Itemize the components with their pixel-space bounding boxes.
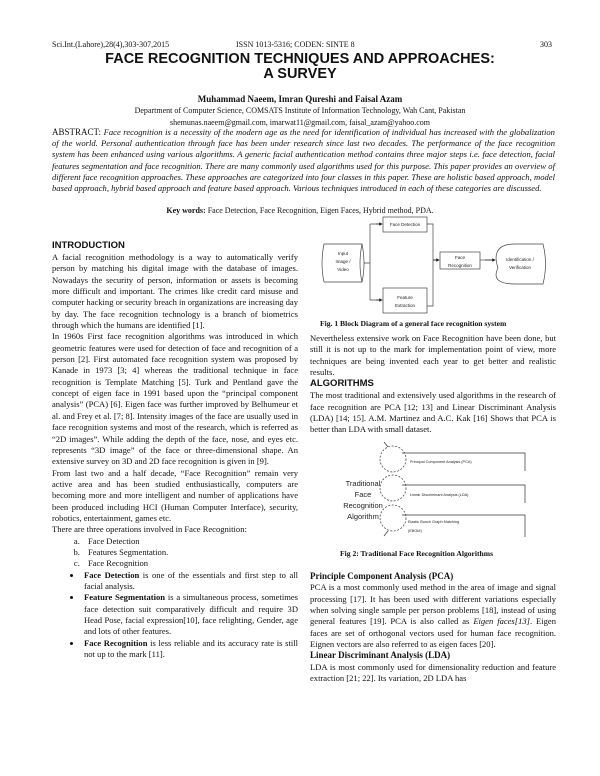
bullet-term: Feature Segmentation [84, 592, 165, 603]
emails: shemunas.naeem@gmail.com, imarwat11@gmail.com, faisal_azam@yahoo.com [170, 118, 430, 127]
bullet-item [82, 592, 298, 637]
keywords-label: Key words: [166, 206, 206, 215]
diagram-label: Face [454, 255, 466, 260]
diagram-label: Traditional [345, 479, 381, 488]
abstract-label: ABSTRACT: [52, 127, 102, 137]
diagram-label: Extraction [394, 303, 416, 308]
diagram-label: Image / [335, 259, 351, 264]
bullet-term: Face Recognition [84, 637, 148, 648]
text: . Eigen faces are set of orthogonal vectors used for human face recognition. Eignen vectors are also referred to as eigen faces [20]. [310, 616, 556, 650]
subsection-heading-pca: Principle Component Analysis (PCA) [310, 571, 454, 581]
paragraph: Nevertheless extensive work on Face Recognition have been done, but still it is not up to the mark for implementation point of view, more techniques are being invented each year to get better and realistic results. [310, 333, 556, 378]
paragraph: LDA is most commonly used for dimensionality reduction and feature extraction [21; 22]. Its variation, 2D LDA has [310, 661, 556, 683]
title-line-2: A SURVEY [263, 66, 337, 82]
bullet-item [82, 570, 298, 593]
section-heading-introduction: INTRODUCTION [52, 240, 125, 251]
feature-extraction-box [383, 288, 427, 313]
list-item: b. Features Segmentation. [82, 547, 298, 558]
diagram-label: Identification / [506, 257, 534, 262]
paragraph [310, 582, 556, 650]
paragraph: In 1960s First face recognition algorithms was introduced in which geometric features were used for detection of face and recognition of a person [2]. First automated face recognition system was proposed by Kanade in 1973 [3; 4] whereas the traditional technique in face recognition is Template Matching [5]. Turk and Pentland gave the concept of eigen face in 1991 based upon the “principal component analysis” (PCA) [6]. Eigen face was further improved by Belhumeur et al. and Frey et al. [7; 8]. Intensity images of the face are usually used in face recognition systems and most of the research, which is referred as “2D images”. While adding the depth of the face, nose, and eyes etc. represents “3D image” of the face or three-dimensional shape. An extensive survey on 3D and 2D face recognition is given in [9]. [52, 331, 298, 467]
keywords-text: Face Detection, Face Recognition, Eigen Faces, Hybrid method, PDA. [207, 206, 434, 215]
diagram-label: Algorithm [347, 512, 379, 521]
bullet-text: is one of the essentials and first step to all facial analysis. [84, 569, 298, 591]
authors: Muhammad Naeem, Imran Qureshi and Faisal Azam [197, 94, 403, 104]
diagram-label: Video [337, 267, 349, 272]
section-heading-algorithms: ALGORITHMS [310, 378, 374, 390]
diagram-label: Verification [508, 265, 532, 270]
diagram-label: Recognition [448, 263, 472, 268]
output-shape [496, 244, 545, 284]
bullet-text: is a simultaneous process, sometimes face detection suit comparatively difficult and require 3D Head Pose, facial expression[10], face relighting, Gender, age and lots of other features. [84, 592, 298, 637]
paper-title [0, 52, 600, 82]
text: PCA is a most commonly used method in the area of image and signal processing [17]. It has been used with different variations especially when solving single sample per person problems [18], instead of using general features [19]. PCA is also called as [310, 582, 556, 627]
page-number: 303 [540, 40, 552, 49]
journal-citation: Sci.Int.(Lahore),28(4),303-307,2015 [52, 40, 170, 49]
paragraph: There are three operations involved in Face Recognition: [52, 524, 247, 535]
algorithm-item: Linear Discriminant Analysis (LDA) [410, 493, 469, 497]
paragraph: A facial recognition methodology is a way to automatically verify person by matching his digital image with the database of images. Nowadays the security of person, information or assets is becoming more difficult and important. The crimes like credit card misuse and computer hacking or security breach in organizations are increasing day by day. The face recognition technology is a branch of biometrics through which the humans are identified [1]. [52, 252, 298, 331]
text: Eigen faces[13] [473, 616, 530, 627]
right-column-top [310, 333, 556, 436]
diagram-label: Recognition [343, 501, 383, 510]
diagram-label: Feature [397, 295, 413, 300]
figure-2-algorithms-diagram [330, 440, 550, 550]
list-item: a. Face Detection [82, 536, 298, 547]
title-line-1: FACE RECOGNITION TECHNIQUES AND APPROACHES: [105, 51, 495, 67]
affiliation: Department of Computer Science, COMSATS Institute of Information Technology, Wah Cant, Pakistan [134, 106, 466, 115]
figure-1-caption: Fig. 1 Block Diagram of a general face recognition system [320, 319, 507, 328]
figure-2-caption: Fig 2: Traditional Face Recognition Algorithms [340, 549, 494, 558]
diagram-label: Face [354, 490, 372, 499]
bullet-list [52, 570, 298, 661]
list-item: c. Face Recognition [82, 558, 298, 569]
left-column [52, 240, 298, 660]
algorithm-item: (EBGM) [408, 529, 422, 533]
bullet-term: Face Detection [84, 569, 140, 580]
bullet-text: is less reliable and its accuracy rate is still not up to the mark [11]. [84, 637, 298, 660]
operations-list [52, 536, 298, 570]
algorithm-item: Elastic Bunch Graph Matching [408, 520, 460, 524]
abstract [52, 127, 555, 194]
right-column-bottom [310, 571, 556, 684]
bullet-item [82, 638, 298, 661]
issn: ISSN 1013-5316; CODEN: SINTE 8 [236, 40, 355, 49]
paragraph: The most traditional and extensively used algorithms in the research of face recognition are PCA [12; 13] and Linear Discriminant Analysis (LDA) [14; 15]. A.M. Martinez and A.C. Kak [16] Shows that PCA is better than LDA with small dataset. [310, 390, 556, 435]
diagram-label: Input [337, 251, 349, 256]
abstract-text: Face recognition is a necessity of the modern age as the need for identification of individual has increased with the globalization of the world. Personal authentication through face has been under research since last two decades. The performance of the face recognition system has been enhanced using various algorithms. A generic facial authentication method contains three major steps i.e. face detection, facial features segmentation and face recognition. There are many commonly used algorithms used for this purpose. This paper provides an overview of different face recognition approaches. These approaches are categorized into four classes in this paper. These are holistic based approach, model based approach, hybrid based approach and feature based approach. Various techniques introduced in each of these categories are discussed. [52, 127, 555, 194]
figure-1-block-diagram [310, 210, 560, 320]
algorithm-item: Principal Component Analysis (PCA) [410, 460, 472, 464]
diagram-label: Face Detection [389, 222, 421, 227]
paragraph: From last two and a half decade, “Face Recognition” remain very active area and has been studied enthusiastically, computers are becoming more and more intelligent and number of applications have been produced including HCI (Human Computer Interface), security, robotics, entertainment, games etc. [52, 467, 298, 523]
subsection-heading-lda: Linear Discriminant Analysis (LDA) [310, 650, 451, 661]
